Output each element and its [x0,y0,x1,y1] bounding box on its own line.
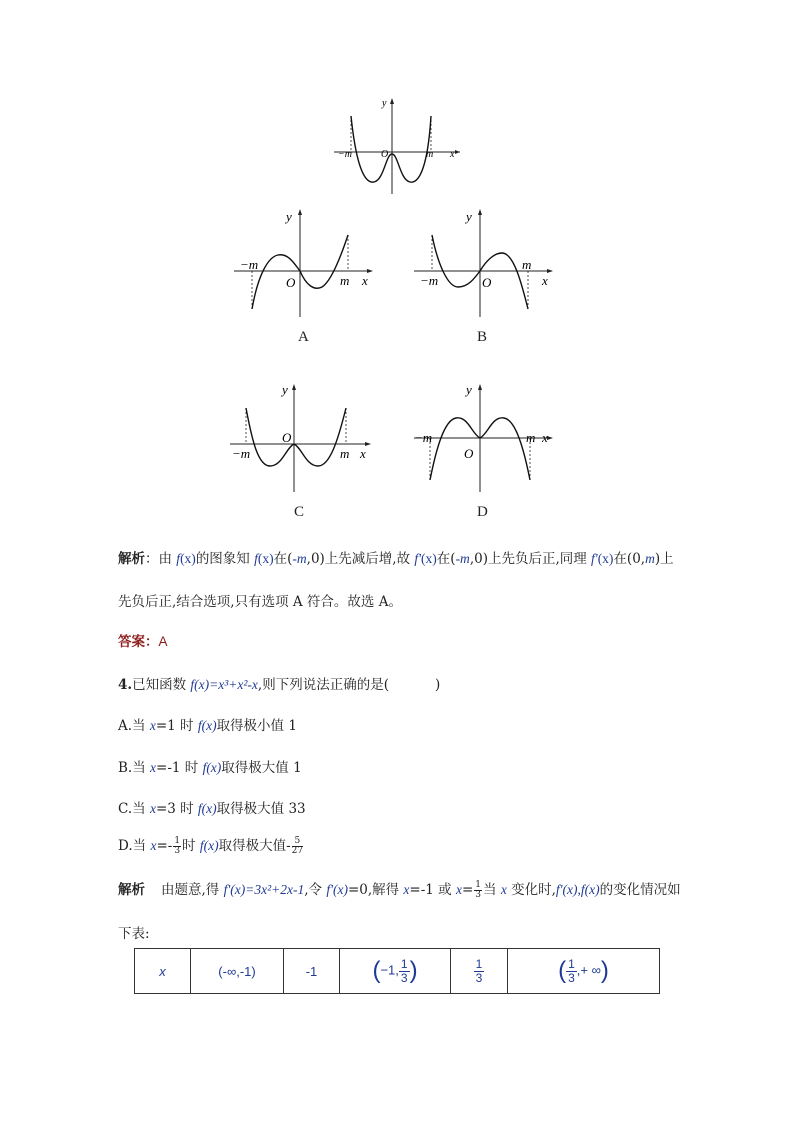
cell-text: (-∞,-1) [218,963,256,979]
y-label: y [466,382,472,397]
text: 在( [436,551,456,567]
table-cell-interval3: ( $\frac{1}{3}$ ,+ ∞) [508,949,660,994]
text: 在(0, [613,551,646,567]
graph-a-label: A [298,329,309,345]
numerator: 1 [475,956,483,971]
origin-label: O [286,275,296,290]
text: 由题意,得 [161,882,224,898]
text: 取得极大值 33 [216,801,306,817]
origin-label: O [381,149,389,160]
numerator: 1 [174,836,181,846]
numerator: 5 [292,837,303,847]
option-c[interactable] [118,797,306,817]
graph-d [410,380,558,496]
text: =- [156,838,173,854]
var-x: x [500,882,507,897]
answer-label: 答案： [118,634,159,650]
answer-value: A [158,634,168,649]
var-x: x [403,882,410,897]
text: 的图象知 [195,551,255,567]
pos-m-label: m [426,149,434,160]
y-arrow [478,209,482,215]
denominator: 3 [475,890,482,900]
x-label: x [542,273,548,288]
text: = [461,882,474,898]
analysis2-label: 解析 [118,882,145,898]
text: ：由 [145,551,177,567]
answer-line [118,630,168,650]
analysis2-line2: 下表: [118,926,150,942]
x-arrow [547,436,553,440]
fprime-symbol: f' [414,551,422,566]
y-arrow [298,209,302,215]
cell-text: x [159,963,166,979]
f-expr: f(x) [197,718,217,733]
top-function-graph [330,94,464,198]
denominator: 3 [400,970,408,985]
x-paren: (x) [421,551,437,566]
option-a[interactable] [118,714,297,734]
text: =1 时 [155,718,198,734]
numerator: 1 [475,880,482,890]
option-b[interactable] [118,756,302,776]
x-arrow [367,269,373,273]
f-expr: f(x) [202,760,222,775]
curve-c [246,408,346,466]
cell-text: -1 [305,963,318,979]
text: C.当 [118,801,150,817]
m-symbol: m [645,551,655,566]
neg-m-label: −m [232,446,251,461]
neg-m: -m [292,551,307,566]
table-cell-interval2: (−1, $\frac{1}{3}$ ) [340,949,451,994]
neg-m-label: −m [338,149,352,160]
pos-m-label: m [340,446,350,461]
var-x: x [455,882,462,897]
option-d[interactable] [118,834,304,856]
text: 的变化情况如 [599,882,681,898]
fprime-symbol: f' [591,551,598,566]
f-symbol: f [176,551,181,566]
x-arrow [365,442,371,446]
origin-label: O [482,275,492,290]
table-cell-one-third [451,949,508,994]
x-label: x [542,430,548,445]
x-label: x [362,273,368,288]
y-label: y [282,382,288,397]
f-symbol: f [254,551,258,566]
x-arrow [547,269,553,273]
y-arrow [292,384,296,390]
denominator: 3 [475,970,483,985]
text: =-1 时 [156,760,203,776]
denominator: 3 [568,970,575,985]
cell-text: ,+ ∞ [576,962,601,978]
cell-text: −1, [380,962,399,978]
text: 取得极大值 1 [221,760,302,776]
analysis1-label: 解析 [118,551,145,567]
function-expr: f(x)=x³+x²-x [190,677,258,692]
x-paren: (x) [597,551,614,566]
text: ) [434,677,441,693]
numerator: 1 [400,956,408,971]
text: 已知函数 [132,677,191,693]
var-x: x [150,760,157,775]
graph-a [230,205,378,323]
fraction [173,837,181,856]
pos-m-label: m [526,430,536,445]
x-label: x [450,149,455,160]
text: ,令 [304,882,327,898]
graph-d-label: D [477,504,488,520]
var-x: x [150,838,157,853]
analysis1-line1 [118,547,674,567]
fraction [292,837,303,856]
q4-stem [118,673,440,693]
table-cell-interval1 [191,949,284,994]
y-label: y [466,209,472,224]
origin-label: O [464,446,474,461]
text: ,则下列说法正确的是( [257,677,389,693]
analysis1-line2: 先负后正,结合选项,只有选项 A 符合。故选 A。 [118,594,402,610]
derivative-expr: f'(x)=3x²+2x-1 [223,882,305,897]
graph-b-label: B [477,329,488,345]
text: ,0)上先负后正,同理 [469,551,592,567]
variation-table [134,948,660,994]
text: =0,解得 [347,882,404,898]
text: B.当 [118,760,151,776]
graph-c [226,380,376,496]
pos-m-label: m [340,273,350,288]
f-expr: f(x) [199,838,219,853]
var-x: x [149,801,156,816]
analysis2-line1 [118,878,681,900]
text: =3 时 [155,801,198,817]
y-label: y [286,209,292,224]
y-arrow [390,98,394,104]
f-expr: f(x) [197,801,217,816]
denominator: 3 [174,846,181,856]
x-paren: (x) [180,551,196,566]
question-number: 4. [118,677,133,693]
neg-m-label: −m [414,430,433,445]
denominator: 27 [291,846,304,856]
text: A.当 [118,718,150,734]
text: 时 [182,838,200,854]
top-curve [351,116,434,182]
y-arrow [478,384,482,390]
neg-m-label: −m [420,273,439,288]
pos-m-label: m [522,257,532,272]
x-paren: (x) [257,551,274,566]
text: )上 [654,551,674,567]
x-label: x [360,446,366,461]
table-cell-x [135,949,191,994]
table-cell-neg1 [284,949,340,994]
functions-expr: f'(x),f(x) [555,882,600,897]
fprime-expr: f'(x) [326,882,348,897]
table-row [135,949,660,994]
numerator: 1 [568,956,575,971]
text: 变化时, [506,882,556,898]
text: =-1 或 [409,882,456,898]
graph-c-label: C [294,504,305,520]
text: ,0)上先减后增,故 [306,551,415,567]
fraction [399,958,410,985]
fraction [474,958,485,985]
text: 取得极小值 1 [216,718,297,734]
var-x: x [149,718,156,733]
fraction [474,881,482,900]
text: 取得极大值- [218,838,291,854]
x-arrow [455,150,460,154]
neg-m-label: −m [240,257,259,272]
origin-label: O [282,430,292,445]
text: D.当 [118,838,151,854]
text: 在( [273,551,293,567]
fraction [566,958,577,985]
neg-m: -m [455,551,470,566]
graph-b [410,205,558,323]
y-label: y [382,98,387,109]
text: 当 [483,882,501,898]
